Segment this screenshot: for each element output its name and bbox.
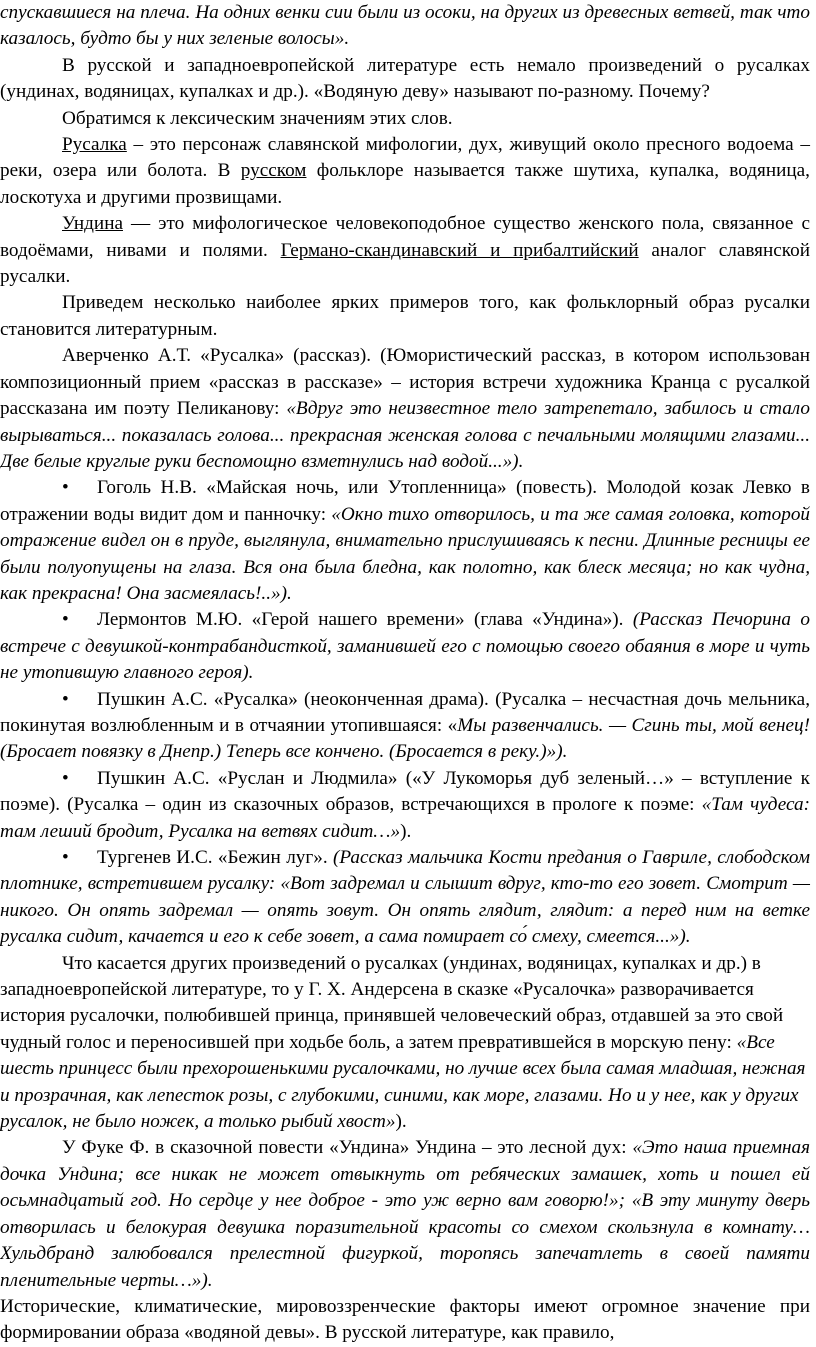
paragraph-quote-end [0, 0, 810, 53]
definition-text: – это персонаж славянской мифологии, дух, живущий около пресного водоема – реки, озера или болота. В [0, 134, 810, 182]
example-text: Пушкин А.С. «Руслан и Людмила» («У Лукоморья дуб зеленый…» – вступление к поэме). (Русалка – один из сказочных образов, встречающихся в прологе к поэме: [0, 767, 810, 816]
paragraph-text: ). [395, 1111, 407, 1133]
list-item-pushkin-ruslan [0, 766, 810, 845]
definition-text: аналог славянской русалки. [0, 239, 810, 288]
paragraph-text: Что касается других произведений о русалках (ундинах, водяницах, купалках и др.) в западноевропейской литературе, то у Г. Х. Андерсена в сказке «Русалочка» разворачивается история русалочки, полюбившей принца, принявшей человеческий образ, отдавшей за это свой чудный голос и переносившей при ходьбе боль, а затем превратившейся в морскую пену: [0, 952, 784, 1053]
example-text: Гоголь Н.В. «Майская ночь, или Утопленница» (повесть). Молодой козак Левко в отражении воды видит дом и панночку: [0, 477, 810, 525]
paragraph-rusalka-definition [0, 132, 810, 211]
italic-quote: (Рассказ Печорина о встрече с девушкой-контрабандисткой, заманившей его с помощью своего обаяния в море и чуть не утопившую главного героя). [0, 609, 810, 684]
italic-quote: «Окно тихо отворилось, и та же самая головка, которой отражение видел он в пруде, выглянула, внимательно прислушиваясь к песни. Длинные ресницы ее были полуопущены на глаза. Вся она была бледна, как полотно, как блеск месяца; но как чудна, как прекрасна! Она засмеялась!..»). [0, 503, 811, 604]
italic-quote: Мы развенчались. — Сгинь ты, мой венец! (Бросает повязку в Днепр.) Теперь все кончено. (Бросается в реку.)»). [0, 714, 810, 763]
list-item-pushkin-rusalka [0, 687, 810, 766]
italic-quote: (Рассказ мальчика Кости предания о Гавриле, слободском плотнике, встретившем русалку: «Вот задремал и слышит вдруг, кто-то его зовет. Смотрит — никого. Он опять задремал — опять зовут. Он опять глядит, глядит: а перед ним на ветке русалка сидит, качается и его к себе зовет, а сама помирает со́ смеху, смеется...»). [0, 847, 811, 948]
paragraph-conclusion: Исторические, климатические, мировоззренческие факторы имеют огромное значение при формировании образа «водяной девы». В русской литературе, как правило, [0, 1295, 810, 1344]
paragraph-intro: В русской и западноевропейской литературе есть немало произведений о русалках (ундинах, водяницах, купалках и др.). «Водяную деву» называют по-разному. Почему? [0, 54, 810, 103]
italic-quote: «Там чудеса: там леший бродит, Русалка на ветвях сидит…» [0, 794, 810, 842]
list-item-gogol [0, 475, 810, 607]
bullet-icon [62, 766, 97, 792]
definition-text: фольклоре называется также шутиха, купалка, водяница, лоскотуха и другими прозвищами. [0, 160, 810, 208]
paragraph-averchenko [0, 343, 810, 475]
paragraph-examples-intro: Приведем несколько наиболее ярких примеров того, как фольклорный образ русалки становится литературным. [0, 292, 810, 340]
bullet-icon [62, 475, 97, 501]
paragraph-andersen [0, 951, 810, 1136]
bullet-icon [62, 845, 97, 871]
paragraph-undina-definition [0, 211, 810, 290]
italic-quote: спускавшиеся на плеча. На одних венки сии были из осоки, на других из древесных ветвей, так что казалось, будто бы у них зеленые волосы». [0, 2, 810, 50]
paragraph-text: У Фуке Ф. в сказочной повести «Ундина» Ундина – это лесной дух: [62, 1137, 633, 1159]
example-text: ). [400, 820, 412, 842]
example-text: Лермонтов М.Ю. «Герой нашего времени» (глава «Ундина»). [97, 609, 633, 631]
italic-quote: «Вдруг это неизвестное тело затрепетало, забилось и стало вырываться... показалась голова... прекрасная женская голова с печальными молящими глазами... Две белые круглые руки беспомощно взметнулись над водой...»). [0, 398, 810, 472]
example-text: Аверченко А.Т. «Русалка» (рассказ). (Юмористический рассказ, в котором использован композиционный прием «рассказ в рассказе» – история встречи художника Кранца с русалкой рассказана им поэту Пеликанову: [0, 345, 810, 420]
paragraph-lexical: Обратимся к лексическим значениям этих слов. [62, 107, 453, 129]
link-germanic-baltic[interactable]: Германо-скандинавский и прибалтийский [280, 239, 639, 261]
example-text: Тургенев И.С. «Бежин луг». [97, 847, 333, 868]
list-item-turgenev [0, 845, 810, 951]
bullet-icon [62, 607, 97, 633]
paragraph-fouque [0, 1135, 810, 1293]
list-item-lermontov [0, 607, 810, 686]
link-russian[interactable]: русском [240, 160, 307, 182]
italic-quote: «Это наша приемная дочка Ундина; все никак не может отвыкнуть от ребяческих замашек, хоть и пошел ей осьмнадцатый год. Но сердце у нее доброе - это уж верно вам говорю!»; «В эту минуту дверь отворилась и белокурая девушка поразительной красоты со смехом скользнула в комнату… Хульдбранд залюбовался прелестной фигуркой, торопясь запечатлеть в своей памяти пленительные черты…»). [0, 1137, 811, 1291]
term-undina: Ундина [62, 213, 123, 235]
bullet-icon [62, 687, 97, 713]
italic-quote: «Все шесть принцесс были прехорошенькими русалочками, но лучше всех была самая младшая, нежная и прозрачная, как лепесток розы, с глубокими, синими, как море, глазами. Но и у нее, как у других русалок, не было ножек, а только рыбий хвост» [0, 1031, 806, 1133]
definition-text: — это мифологическое человекоподобное существо женского пола, связанное с водоёмами, нивами и полями. [0, 213, 810, 261]
example-text: Пушкин А.С. «Русалка» (неоконченная драма). (Русалка – несчастная дочь мельника, покинутая возлюбленным и в отчаянии утопившаяся: « [0, 688, 810, 736]
term-rusalka: Русалка [62, 134, 127, 156]
